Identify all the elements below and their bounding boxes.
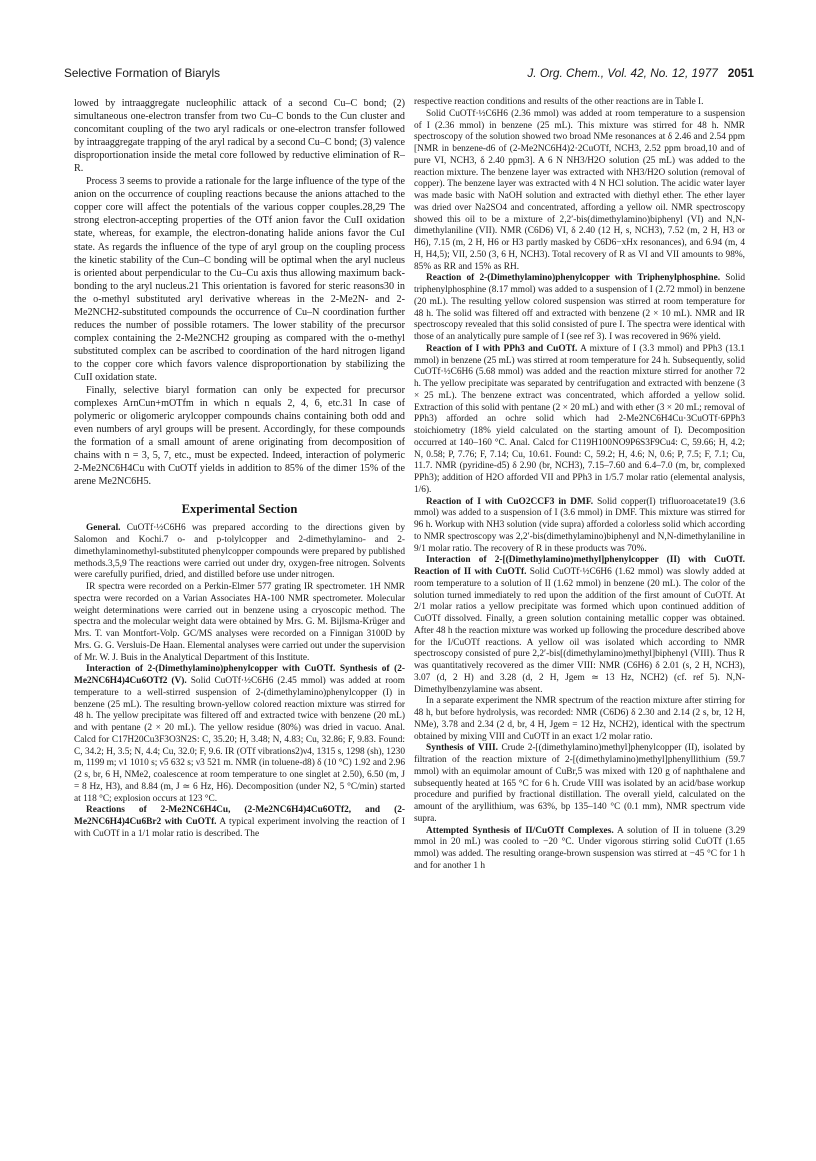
run-in-heading: Attempted Synthesis of II/CuOTf Complexes. [426,825,614,836]
page-number: 2051 [727,66,754,80]
run-in-heading: Interaction of 2-[(Dimethylamino)methyl]phenylcopper (II) with CuOTf. Reaction of II with CuOTf. [414,555,745,577]
left-column [74,97,405,1117]
paragraph-text: Solid triphenylphosphine (8.17 mmol) was added to a suspension of I (2.72 mmol) in benzene (20 mL). The resulting yellow colored suspension was stirred at room temperature for 48 h. The solid was filtered off and extracted with benzene (2 × 10 mL). NMR and IR spectroscopy revealed that this solid consisted of pure I. The spectra were identical with those of an analytically pure sample of I (see ref 3). I was recovered in 96% yield. [414,273,745,342]
paragraph-text: Crude 2-[(dimethylamino)methyl]phenylcopper (II), isolated by filtration of the reaction mixture of 2-[(dimethylamino)methyl]phenyllithium (59.7 mmol) with an equimolar amount of CuBr,5 was mixed with 120 g of naphthalene and subsequently heated at 165 °C for 6 h. Crude VIII was isolated by an acid/base workup procedure and purified by fractional distillation. The overall yield, calculated on the amount of the aryllithium, was 63%, bp 135–140 °C (0.1 mm), NMR spectrum vide supra. [414,743,745,824]
run-in-heading: Interaction of 2-(Dimethylamino)phenylcopper with CuOTf. Synthesis of (2-Me2NC6H4)4Cu6OTf2 (V). [74,664,405,687]
run-in-heading: General. [86,523,121,534]
journal-reference: J. Org. Chem., Vol. 42, No. 12, 1977 [527,66,718,80]
discussion-paragraph-2: Process 3 seems to provide a rationale for the large influence of the type of the anion on the occurrence of coupling reactions because the anions attached to the copper core will affect the potentials of the various copper couples.28,29 The strong electron-accepting properties of the OTf anion favor the CuII oxidation state, whereas, for example, the electron-donating halide anions favor the CuI state. As regards the influence of the type of aryl group on the coupling process the kinetic stability of the Cun–C bonding will be optimal when the aryl nucleus is oriented about perpendicular to the Cu–Cu axis thus allowing maximum back-bonding to the aryl nucleus.21 This orientation is favored for steric reasons30 in the o-methyl substituted aryl derivative whereas in the 2-Me2N- and 2-Me2NCH2-substituted compounds the occurrence of Cu–N coordination further reduces the number of possible rotamers. The lower stability of the precursor complex containing the 2-Me2NCH2 grouping as compared with the o-methyl substituted complex can be ascribed to coordination of the hard nitrogen ligand to the copper core which favors valence disproportionation by stabilizing the CuII oxidation state. [74,176,405,383]
experimental-typical-procedure: Solid CuOTf·½C6H6 (2.36 mmol) was added at room temperature to a suspension of I (2.36 mmol) in benzene (25 mL). This mixture was stirred for 48 h. NMR spectroscopy of the solution showed two broad NMe resonances at δ 2.46 and 2.54 ppm [NMR in benzene-d6 of (2-Me2NC6H4)2·2CuOTf, NCH3, 2.52 ppm broad,10 and of pure VI, NCH3, δ 2.40 ppm3]. A 6 N NH3/H2O solution (25 mL) was added to the reaction mixture. The benzene layer was extracted with NH3/H2O solution (removal of copper). The benzene layer was extracted with 4 N HCl solution. The acidic water layer was made basic with NaOH solution and extracted with diethyl ether. The ether layer was dried over Na2SO4 and concentrated, affording a yellow oil. NMR spectroscopy showed this oil to be a mixture of 2,2′-bis(dimethylamino)biphenyl (VI) and N,N-dimethylaniline (VII). NMR (C6D6) VI, δ 2.40 (12 H, s, NCH3), 7.52 (m, 2 H, H3 or H6), 7.15 (m, 2 H, H6 or H3 partly masked by C6D6−xHx resonances), and 6.94 (m, 4 H, H4,5); VII, 2.50 (3, 6 H, NCH3). Total recovery of R as VI and VII amounts to 98%, 85% as RR and 15% as RH. [414,108,745,272]
experimental-synthesis-viii [414,743,745,825]
experimental-reactions [74,805,405,840]
section-heading: Experimental Section [181,502,298,517]
discussion-paragraph-3: Finally, selective biaryl formation can only be expected for precursor complexes ArnCun+mOTfm in which n equals 2, 4, 6, etc.31 In case of polymeric or oligomeric arylcopper compounds chains containing both odd and even numbers of aryl groups will be present. Accordingly, for these compounds the formation of a small amount of arene originating from decomposition of chains with n = 3, 5, 7, etc., must be expected. Indeed, interaction of polymeric 2-Me2NC6H4Cu with CuOTf yields in addition to 85% of the dimer 15% of the arene Me2NC6H5. [74,385,405,488]
running-header [64,66,754,82]
paragraph-text: A solution of II in toluene (3.29 mmol in 20 mL) was cooled to −20 °C. Under vigorous stirring solid CuOTf (1.65 mmol) was added. The resulting orange-brown suspension was stirred at −45 °C for 1 h and for another 1 h [414,825,745,871]
experimental-attempted [414,826,745,873]
run-in-heading: Reaction of I with CuO2CCF3 in DMF. [426,496,594,507]
run-in-heading: Synthesis of VIII. [426,743,498,754]
experimental-dmf [414,497,745,556]
paragraph-text: CuOTf·½C6H6 was prepared according to the directions given by Salomon and Kochi.7 o- and p-tolylcopper and 2-dimethylamino- and 2-dimethylaminomethyl-substituted phenylcopper compounds were prepared by published methods.3,5,9 The reactions were carried out under dry, oxygen-free nitrogen. Solvents were carefully purified, dried, and distilled before use under nitrogen. [74,523,405,581]
journal-citation [527,66,754,80]
paragraph-text: Solid CuOTf·½C6H6 (2.45 mmol) was added at room temperature to a well-stirred suspension of 2-(dimethylamino)phenylcopper (I) in benzene (25 mL). The resulting brown-yellow colored reaction mixture was stirred for 48 h. The yellow precipitate was filtered off and extracted twice with benzene (20 mL) and with pentane (2 × 20 mL). The yellow residue (80%) was dried in vacuo. Anal. Calcd for C17H20Cu3F3O3N2S: C, 35.20; H, 3.48; N, 4.83; Cu, 32.86; F, 9.83. Found: C, 34.2; H, 3.5; N, 4.4; Cu, 32.0; F, 9.6. IR (OTf vibrations2)ν4, 1315 s, 1298 (sh), 1230 m, 1199 m; ν1 1010 s; ν5 632 s; ν3 521 m. NMR (in toluene-d8) δ (10 °C) 1.92 and 2.96 (2 s, br, 6 H, NMe2, coalescence at room temperature to one singlet at 2.50), 6.50 (m, J = 8 Hz, H3), and 8.84 (m, J ≃ 6 Hz, H6). Decomposition (under N2, 5 °C/min) started at 118 °C; explosion occurs at 123 °C. [74,676,405,804]
experimental-instruments: IR spectra were recorded on a Perkin-Elmer 577 grating IR spectrometer. 1H NMR spectra were recorded on a Varian Associates HA-100 NMR spectrometer. Molecular weight determinations were carried out in benzene using a cryoscopic method. The spectra and the molecular weight data were obtained by Mrs. G. M. Bijlsma-Krüger and Mrs. T. van Montfort-Volp. GC/MS analyses were recorded on a Finnigan 3100D by Mrs. G. G. Versluis-De Haan. Elemental analyses were carried out under the supervision of Mr. W. J. Buis in the Analytical Department of this Institute. [74,582,405,663]
right-column [414,97,745,1117]
run-in-heading: Reaction of 2-(Dimethylamino)phenylcopper with Triphenylphosphine. [426,273,721,284]
experimental-general [74,523,405,582]
paragraph-text: A mixture of I (3.3 mmol) and PPh3 (13.1 mmol) in benzene (25 mL) was stirred at room temperature for 24 h. Subsequently, solid CuOTf·½C6H6 (5.68 mmol) was added and the reaction mixture stirred for another 72 h. The yellow precipitate was separated by centrifugation and extracted with benzene (3 × 25 mL). The benzene extract was concentrated, which afforded a yellow solid. Extraction of this solid with pentane (2 × 20 mL) and with ether (3 × 20 mL; removal of PPh3) afforded an ochre solid which had 2-Me2NC6H4Cu·3CuOTf·6PPh3 stoichiometry (18% yield calculated on the starting amount of I). Decomposition occurred at 140–160 °C. Anal. Calcd for C119H100NO9P6S3F9Cu4: C, 59.66; H, 4.2; N, 0.58; P, 7.76; F, 7.14; Cu, 10.61. Found: C, 59.2; H, 4.6; N, 0.6; P, 7.5; F, 7.1; Cu, 11.7. NMR (pyridine-d5) δ 2.90 (br, NCH3), 7.15–7.60 and 6.4–7.0 (m, br, complexed PPh3); addition of H2O afforded VII and PPh3 in 1/5.7 molar ratio (elemental analysis, 1/6). [414,343,745,495]
experimental-pph3-cuotf [414,344,745,497]
paragraph-text: A typical experiment involving the reaction of I with CuOTf in a 1/1 molar ratio is described. The [74,817,405,839]
experimental-synthesis-v [74,664,405,805]
discussion-paragraph-1: lowed by intraaggregate nucleophilic attack of a second Cu–C bond; (2) simultaneous one-electron transfer from two Cu–C bonds to the Cun cluster and concomitant coupling of the two aryl radicals or one-electron transfer followed by intraaggregate trapping of the aryl radical by a second Cu–C bond; (3) valence disproportionation inside the metal core followed by reductive elimination of R–R. [74,98,405,175]
run-in-heading: Reaction of I with PPh3 and CuOTf. [426,343,578,354]
paragraph-text: Solid CuOTf·½C6H6 (1.62 mmol) was slowly added at room temperature to a solution of II (1.62 mmol) in benzene (20 mL). The color of the solution turned immediately to red upon the addition of the first amount of CuOTf. At 2/1 molar ratios a yellow precipitate was formed which upon continued addition of CuOTf dissolved. Finally, a green solution containing metallic copper was obtained. After 48 h the reaction mixture was worked up following the procedure described above for the I/CuOTf reactions. A yellow oil was isolated which according to NMR spectroscopy consisted of pure 2,2′-bis[(dimethylamino)methyl]biphenyl (VIII). Thus R was quantitatively recovered as the dimer VIII: NMR (C6H6) δ 2.01 (s, 2 H, NCH3), 3.07 (d, 2 H) and 3.28 (d, 2 H, Jgem ≃ 13 Hz, NCH2) (cf. ref 5). N,N-Dimethylbenzylamine was absent. [414,567,745,695]
paragraph-text: Solid copper(I) trifluoroacetate19 (3.6 mmol) was added to a suspension of I (3.6 mmol) in DMF. This mixture was stirred for 96 h. Workup with NH3 solution (vide supra) afforded a colorless solid which according to NMR spectroscopy was 2,2′-bis(dimethylamino)biphenyl and N,N-dimethylaniline in 9/1 molar ratio. The recovery of R in these products was 70%. [414,496,745,554]
experimental-continued: respective reaction conditions and results of the other reactions are in Table I. [414,97,704,107]
running-title: Selective Formation of Biaryls [64,66,221,80]
experimental-ii-cuotf [414,555,745,696]
experimental-triphenylphosphine [414,273,745,344]
experimental-separate: In a separate experiment the NMR spectrum of the reaction mixture after stirring for 48 h, but before hydrolysis, was recorded: NMR (C6D6) δ 2.30 and 2.14 (2 s, br, 12 H, NMe), 3.78 and 2.34 (2 d, br, 4 H, Jgem = 12 Hz, NCH2), identical with the spectrum obtained by mixing VIII and CuOTf in an exact 1/2 molar ratio. [414,696,745,742]
run-in-heading: Reactions of 2-Me2NC6H4Cu, (2-Me2NC6H4)4Cu6OTf2, and (2-Me2NC6H4)4Cu6Br2 with CuOTf. [74,805,405,828]
